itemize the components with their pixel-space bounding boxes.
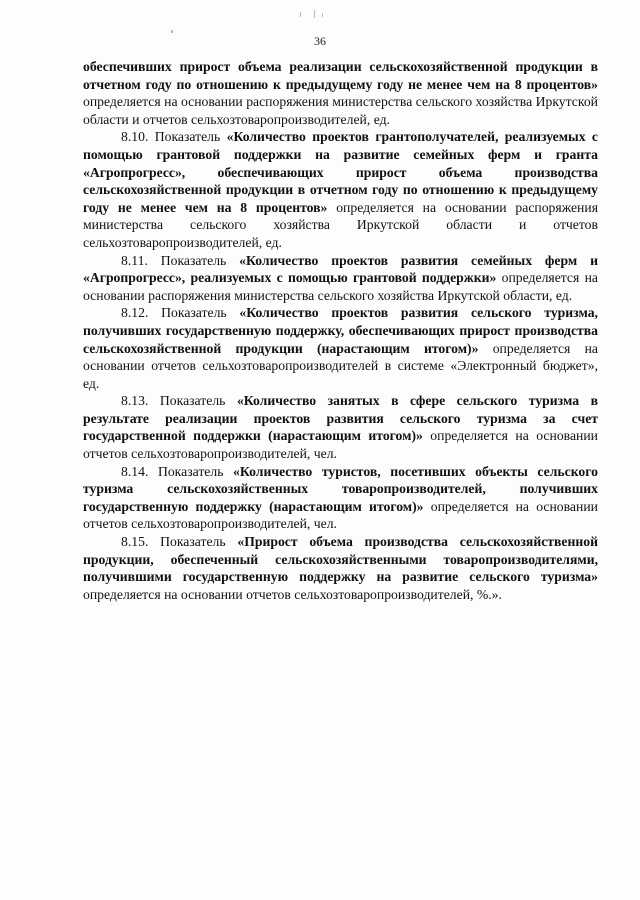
indicator-definition: определяется на основании отчетов сельхозтоваропроизводителей, %.». [83, 586, 502, 602]
paragraph-number: 8.11. [121, 252, 148, 268]
indicator-name: «Количество проектов грантополучателей, реализуемых с помощью грантовой поддержки на развитие семейных ферм и гранта «Агропрогресс», обеспечивающих прирост объема производства сельскохозяйственной продукции в отчетном году по отношению к предыдущему году не менее чем на 8 процентов» [83, 129, 598, 215]
paragraph-8-14 [83, 463, 598, 533]
page-number: 36 [314, 34, 326, 48]
indicator-definition: определяется на основании распоряжения министерства сельского хозяйства Иркутской области и отчетов сельхозтоваропроизводителей, ед. [83, 94, 598, 127]
indicator-word: Показатель [148, 393, 237, 409]
indicator-name: «Количество туристов, посетивших объекты сельского туризма сельскохозяйственных товаропроизводителей, получивших государственную поддержку (нарастающим итогом)» [83, 463, 598, 514]
paragraph-number: 8.10. [121, 129, 149, 145]
indicator-word: Показатель [147, 252, 240, 268]
indicator-name: «Количество проектов развития сельского туризма, получивших государственную поддержку, обеспечивающих прирост производства сельскохозяйственной продукции (нарастающим итогом)» [83, 305, 598, 356]
indicator-name: обеспечивших прирост объема реализации сельскохозяйственной продукции в отчетном году по отношению к предыдущему году не менее чем на 8 процентов» [83, 59, 598, 92]
paragraph-8-9-continued [83, 58, 598, 128]
paragraph-number: 8.13. [121, 393, 149, 409]
paragraph-number: 8.12. [121, 305, 149, 321]
indicator-name: «Количество проектов развития семейных ферм и «Агропрогресс», реализуемых с помощью грантовой поддержки» [83, 252, 598, 286]
indicator-definition: определяется на основании отчетов сельхозтоваропроизводителей в системе «Электронный бюджет», ед. [83, 340, 598, 391]
paragraph-8-15 [83, 533, 598, 603]
scan-artifact [171, 30, 173, 33]
paragraph-8-11 [83, 252, 598, 305]
paragraph-number: 8.14. [121, 463, 149, 479]
paragraph-8-10 [83, 128, 598, 251]
indicator-name: «Количество занятых в сфере сельского туризма в результате реализации проектов развития сельского туризма за счет государственной поддержки (нарастающим итогом)» [83, 393, 598, 444]
indicator-word: Показатель [148, 534, 238, 550]
scan-artifact [314, 10, 315, 18]
scan-artifact [322, 13, 323, 17]
paragraph-8-13 [83, 392, 598, 462]
indicator-definition: определяется на основании распоряжения министерства сельского хозяйства Иркутской области, ед. [83, 270, 598, 303]
indicator-name: «Прирост объема производства сельскохозяйственной продукции, обеспеченный сельскохозяйственными товаропроизводителями, получившими государственную поддержку на развитие сельского туризма» [83, 534, 598, 585]
indicator-word: Показатель [148, 463, 234, 479]
indicator-word: Показатель [148, 129, 227, 145]
paragraph-8-12 [83, 304, 598, 392]
indicator-definition: определяется на основании отчетов сельхозтоваропроизводителей, чел. [83, 428, 598, 462]
indicator-definition: определяется на основании распоряжения министерства сельского хозяйства Иркутской области и отчетов сельхозтоваропроизводителей, ед. [83, 199, 598, 250]
paragraph-number: 8.15. [121, 534, 149, 550]
scan-artifact [300, 12, 301, 17]
indicator-definition: определяется на основании отчетов сельхозтоваропроизводителей, чел. [83, 498, 598, 532]
document-body [83, 58, 598, 603]
indicator-word: Показатель [148, 305, 240, 321]
